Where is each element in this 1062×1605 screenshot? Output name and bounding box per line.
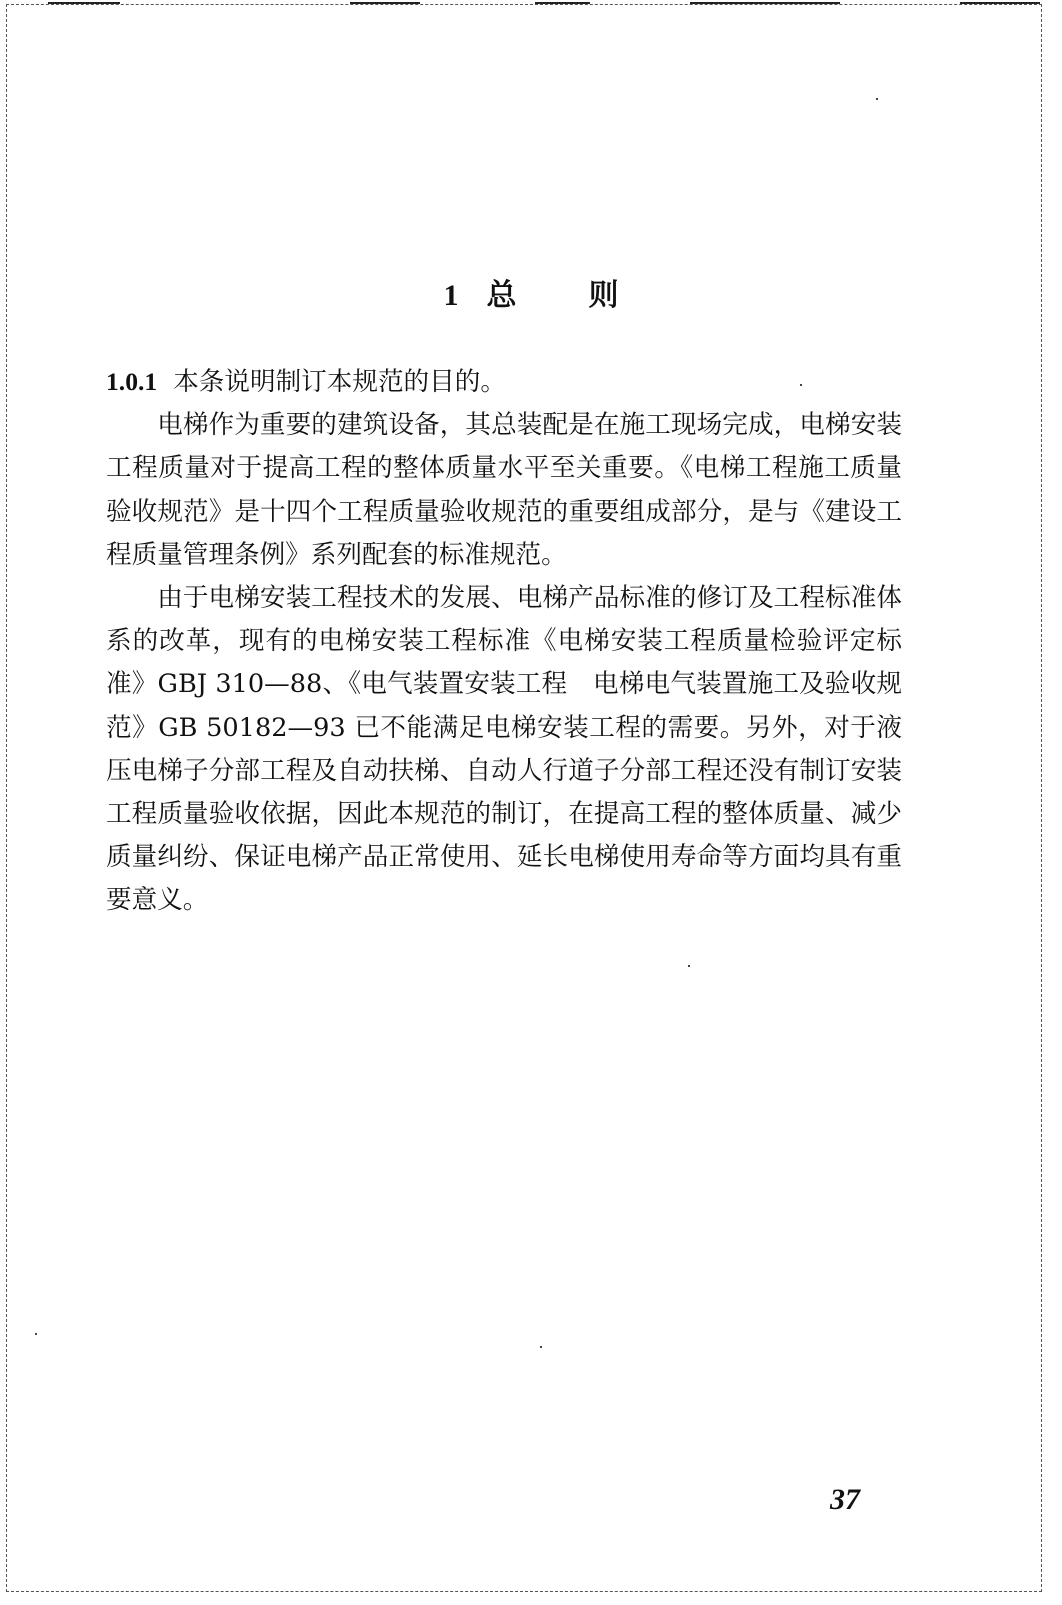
clause-heading (106, 360, 902, 404)
paragraph: 由于电梯安装工程技术的发展、电梯产品标准的修订及工程标准体系的改革，现有的电梯安装工程标准《电梯安装工程质量检验评定标准》GBJ 310—88、《电气装置安装工程 电梯电气装置施工及验收规范》GB 50182—93 已不能满足电梯安装工程的需要。另外，对于液压电梯子分部工程及自动扶梯、自动人行道子分部工程还没有制订安装工程质量验收依据，因此本规范的制订，在提高工程的整体质量、减少质量纠纷、保证电梯产品正常使用、延长电梯使用寿命等方面均具有重要意义。 (106, 583, 902, 916)
clause-number: 1.0.1 (106, 367, 158, 396)
border-segment (350, 2, 420, 4)
scan-speck (876, 98, 878, 100)
scan-speck (540, 1346, 542, 1348)
page-number: 37 (830, 1483, 860, 1516)
chapter-title-char-2: 则 (588, 278, 619, 314)
body-text (106, 360, 902, 923)
chapter-title (0, 270, 1062, 314)
border-segment (48, 2, 120, 4)
paragraph: 电梯作为重要的建筑设备，其总装配是在施工现场完成，电梯安装工程质量对于提高工程的整体质量水平至关重要。《电梯工程施工质量验收规范》是十四个工程质量验收规范的重要组成部分，是与《建设工程质量管理条例》系列配套的标准规范。 (106, 410, 902, 570)
chapter-title-char-1: 总 (486, 278, 517, 314)
border-segment (535, 2, 590, 4)
scan-speck (688, 965, 690, 967)
clause-heading-text: 本条说明制订本规范的目的。 (173, 367, 506, 397)
scan-speck (35, 1333, 37, 1335)
border-segment (960, 2, 1040, 4)
chapter-number: 1 (443, 279, 459, 313)
border-segment (690, 2, 840, 4)
